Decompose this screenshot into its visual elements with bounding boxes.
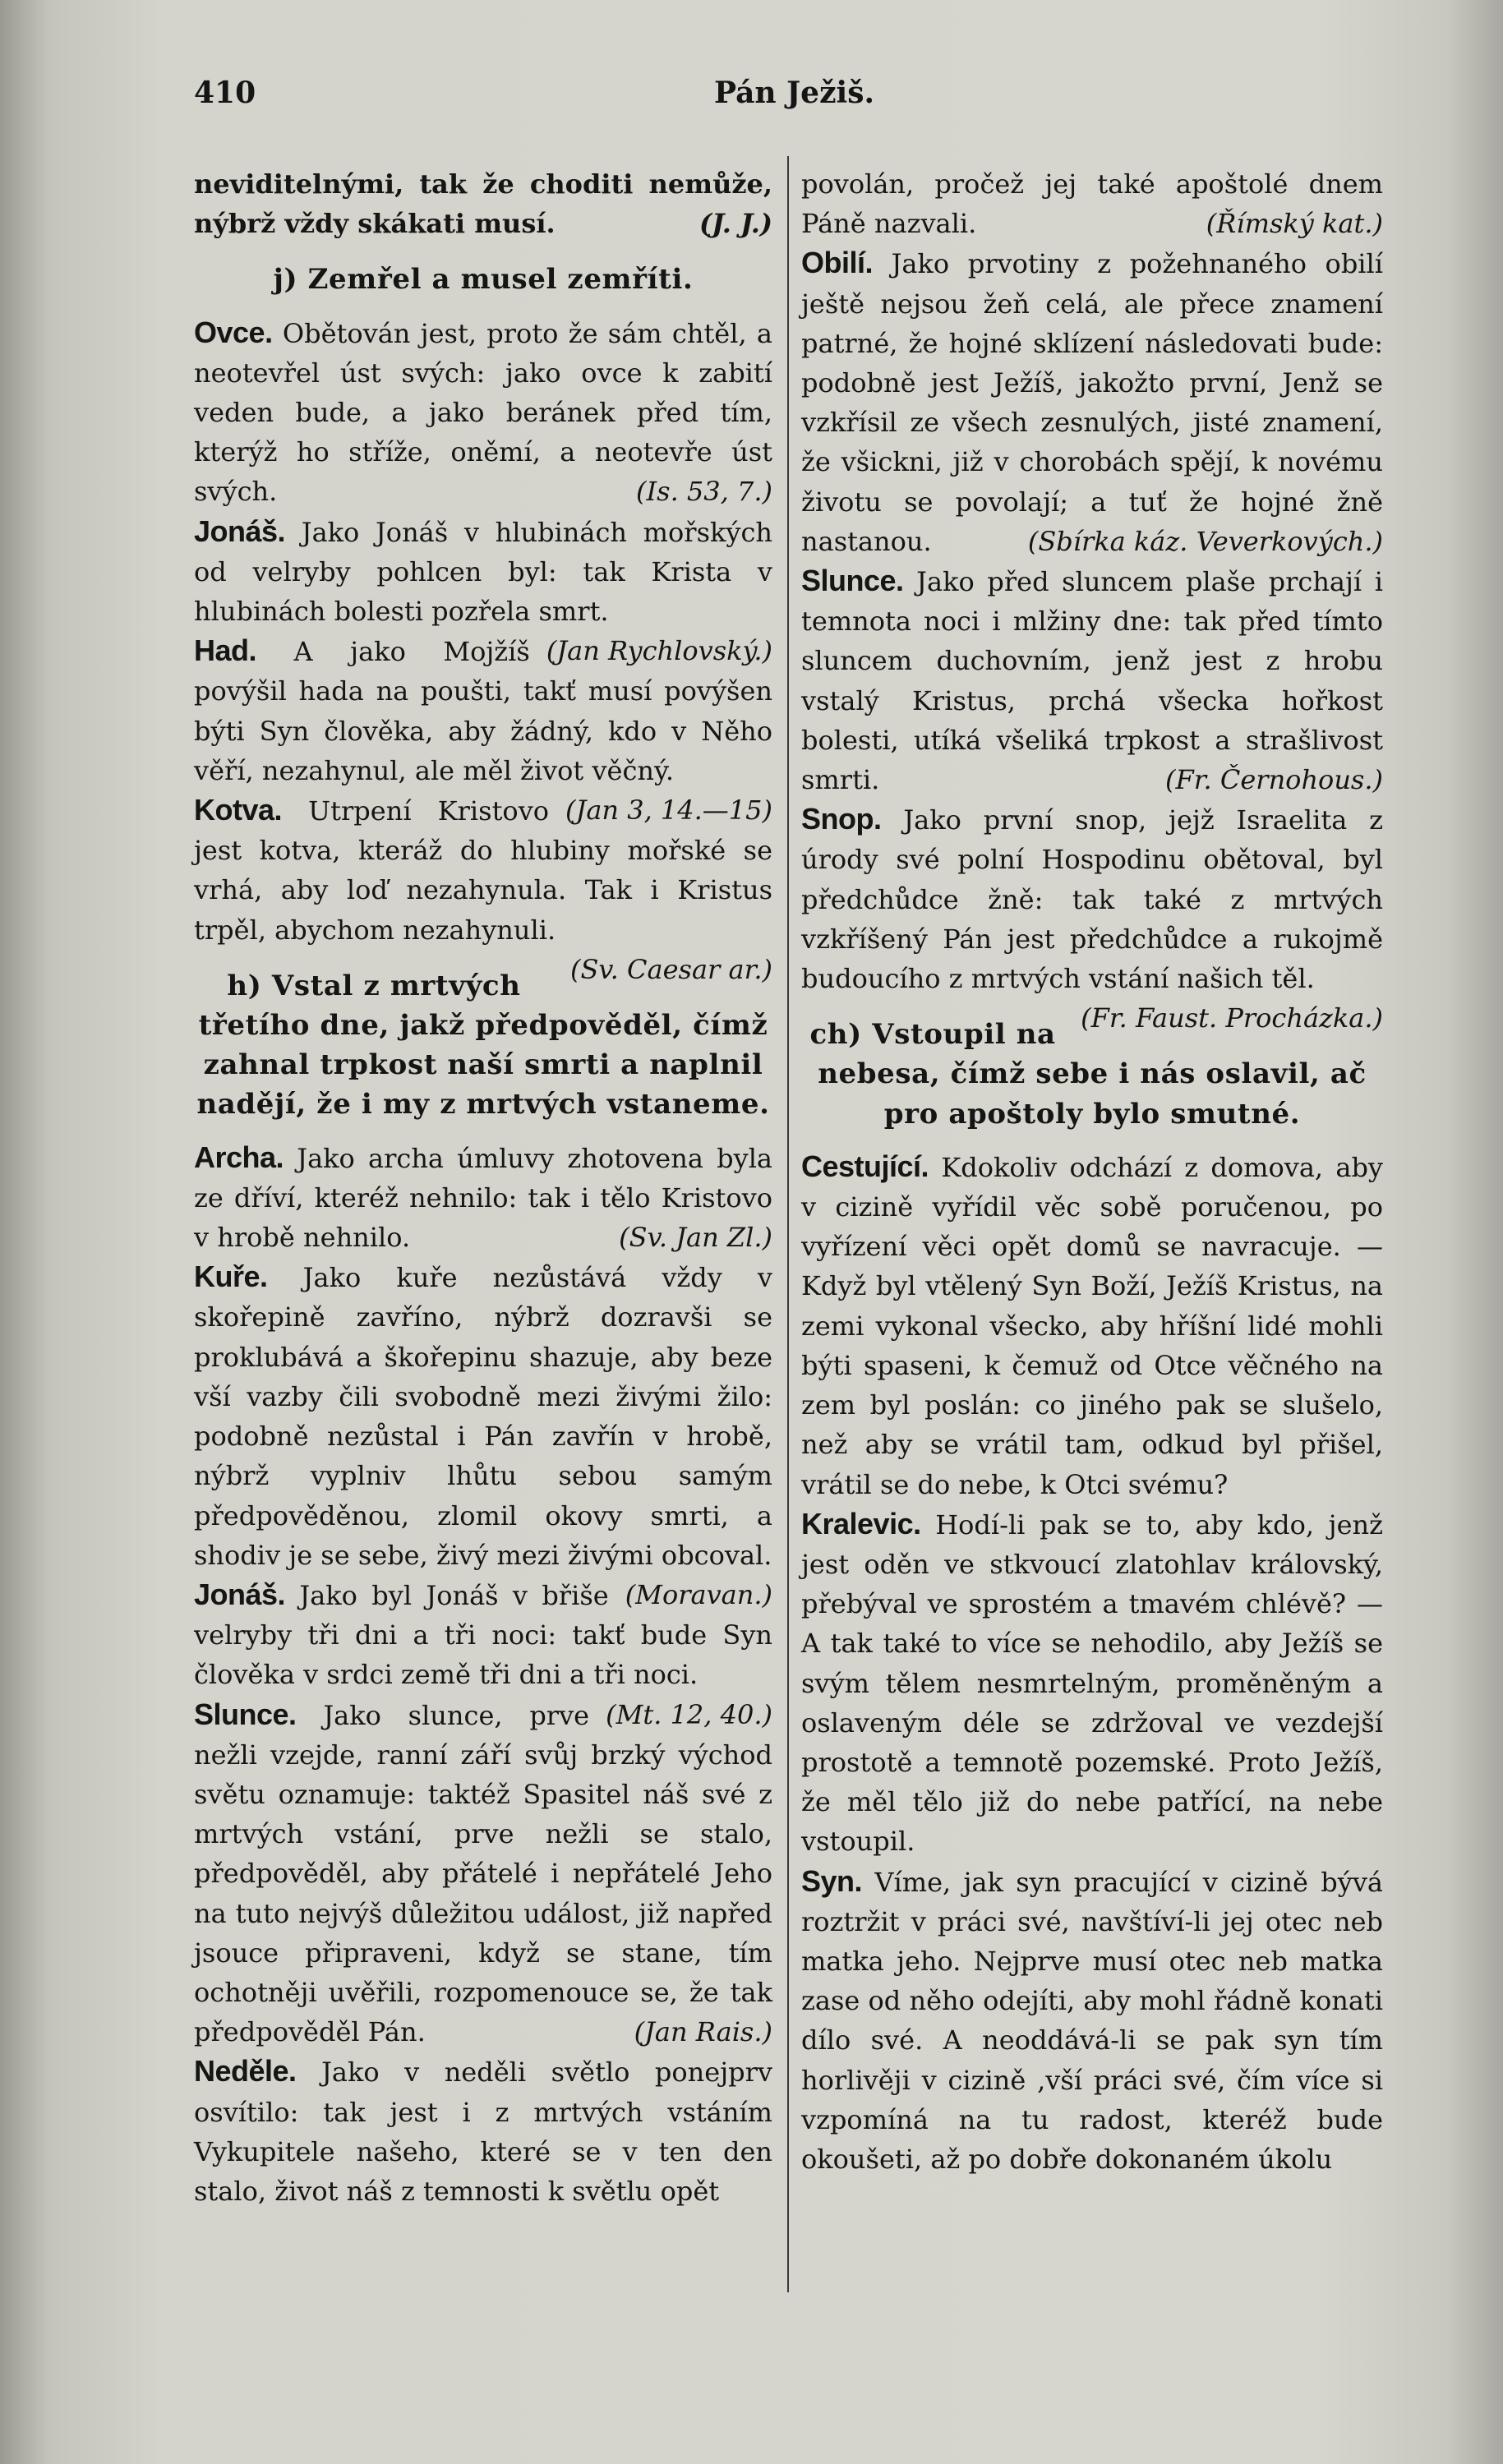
entry-text: Kdokoliv odchází z domova, aby v cizině vyřídil věc sobě poručenou, po vyřízení věci opět domů se navracuje. — Když byl vtělený Syn Boží, Ježíš Kristus, na zemi vykonal všecko, aby hříšní lidé mohli býti spaseni, k čemuž od Otce věčného na zem byl poslán: co jiného pak se slušelo, než aby se vrátil tam, odkud byl přišel, vrátil se do nebe, k Otci svému? (801, 1151, 1384, 1500)
right-column (801, 164, 1383, 2179)
entry-term: Neděle. (194, 2054, 297, 2089)
entry-term: Snop. (801, 802, 882, 836)
entry-source: (J. J.) (698, 208, 772, 240)
entry-text: Jako byl Jonáš v břiše velryby tři dni a tři noci: takť bude Syn člověka v srdci země tři dni a tři noci. (194, 1579, 772, 1691)
entry-source: (Jan Rychlovský.) (546, 635, 772, 667)
entry-text: Hodí-li pak se to, aby kdo, jenž jest oděn ve stkvoucí zlatohlav královský, přebýval ve sprostém a tmavém chlévě? — A tak také to více se nehodilo, aby Ježíš se svým tělem nesmrtelným, proměněným a oslaveným déle se zdržoval ve vezdejší prostotě a temnotě pozemské. Proto Ježíš, že měl tělo již do nebe patřící, na nebe vstoupil. (801, 1508, 1384, 1858)
entry-term: Archa. (194, 1140, 284, 1174)
entry-source: (Sv. Jan Zl.) (619, 1222, 772, 1254)
entry-source: (Sbírka káz. Veverkových.) (1027, 525, 1383, 557)
continuation-text (194, 164, 772, 243)
entry-text: Jako archa úmluvy zhotovena byla ze dříví, kteréž nehnilo: tak i tělo Kristovo v hrobě nehnilo. (194, 1142, 772, 1254)
entry-term: Slunce. (194, 1697, 297, 1731)
entry-term: Kotva. (194, 793, 283, 827)
entry-term: Kralevic. (801, 1506, 921, 1541)
column-divider (787, 156, 789, 2292)
entry-source: (Sv. Caesar ar.) (569, 953, 772, 985)
entry-text: povolán, pročež jej také apoštolé dnem Páně nazvali. (801, 168, 1383, 240)
left-column (194, 164, 772, 2211)
entry-source: (Mt. 12, 40.) (606, 1698, 772, 1730)
entry-text: Jako kuře nezůstává vždy v skořepině zavřínо, nýbrž dozravši se proklubává a škořepinu shazuje, aby beze vší vazby čili svobodně mezi živými žilo: podobně nezůstal i Pán zavřín v hrobě, nýbrž vyplniv lhůtu sebou samým předpověděnou, zlomil okovy smrti, a shodiv je se sebe, živý mezi živými obcoval. (194, 1262, 773, 1571)
entry-text: Jako slunce, prve nežli vzejde, ranní září svůj brzký východ světu oznamuje: taktéž Spasitel náš své z mrtvých vstání, prve nežli se stalo, předpověděl, aby přátelé i nepřátelé Jeho na tuto nejvýš důležitou událost, již napřed jsouce připraveni, když se stane, tím ochotněji uvěřili, rozpomenouce se, že tak předpověděl Pán. (194, 1699, 772, 2048)
entry (194, 1138, 772, 1258)
entry-term: Had. (194, 633, 257, 668)
entry (801, 1147, 1383, 1504)
entry (801, 243, 1383, 561)
entry-text: Utrpení Kristovo jest kotva, kteráž do hlubiny mořské se vrhá, aby loď nezahynula. Tak i Kristus trpěl, abychom nezahynuli. (194, 795, 772, 946)
entry (194, 1695, 772, 2052)
entry-text: A jako Mojžíš povýšil hada na poušti, takť musí povýšen býti Syn člověka, aby žádný, kdo v Něho věří, nezahynul, ale měl život věčný. (194, 636, 772, 786)
entry-term: Jonáš. (194, 514, 286, 548)
entry-term: Obilí. (801, 246, 873, 280)
entry-source: (Fr. Faust. Procházka.) (1081, 1002, 1383, 1034)
entry-source: (Jan Rais.) (634, 2016, 772, 2048)
section-heading: h) Vstal z mrtvých třetího dne, jakž předpověděl, čímž zahnal trpkost naší smrti a naplnil nadějí, že i my z mrtvých vstaneme. (196, 969, 770, 1121)
entry (194, 2052, 772, 2211)
entry-text: Jako Jonáš v hlubinách mořských od velryby pohlcen byl: tak Krista v hlubinách bolesti pozřela smrt. (194, 516, 773, 628)
entry-text: Víme, jak syn pracující v cizině bývá roztržit v práci své, navštíví-li jej otec neb matka jeho. Nejprve musí otec neb matka zase od něho odejíti, aby mohl řádně konati dílo své. A neoddává-li se pak syn tím horlivěji v cizině ,vší práci své, čím více si vzpomíná na tu radost, kteréž bude okoušeti, až po dobře dokonaném úkolu (801, 1866, 1384, 2175)
entry-text: Obětován jest, proto že sám chtěl, a neotevřel úst svých: jako ovce k zabití veden bude, a jako beránek před tím, kterýž ho stříže, oněmí, a neotevře úst svých. (194, 317, 773, 508)
entry-term: Syn. (801, 1863, 863, 1898)
entry-source: (Is. 53, 7.) (636, 476, 772, 508)
entry-text: Jako v neděli světlo ponejprv osvítilo: tak jest i z mrtvých vstáním Vykupitele našeho, které se v ten den stalo, život náš z temnosti k světlu opět (194, 2056, 773, 2207)
entry-text: Jako první snop, jejž Israelita z úrody své polní Hospodinu obětoval, byl předchůdce žně: tak také z mrtvých vzkříšený Pán jest předchůdce a rukojmě budoucího z mrtvých vstání našich těl. (801, 804, 1384, 995)
entry (801, 799, 1384, 1034)
entry-term: Jonáš. (194, 1577, 286, 1611)
entry-term: Kuře. (194, 1260, 268, 1294)
entry-source: (Fr. Černohous.) (1165, 764, 1383, 796)
running-header (194, 76, 1377, 108)
entry-term: Cestující. (801, 1149, 929, 1183)
section-heading: ch) Vstoupil na nebesa, čímž sebe i nás oslavil, ač pro apoštoly bylo smutné. (809, 1018, 1367, 1131)
entry-source: (Jan 3, 14.—15) (565, 794, 772, 827)
entry (801, 561, 1383, 799)
section-heading: j) Zemřel a musel zemříti. (273, 263, 694, 297)
entry-text: Jako prvotiny z požehnaného obilí ještě nejsou žeň celá, ale přece znamení patrné, že hojné sklízení následovati bude: podobně jest Ježíš, jakožto první, Jenž se vzkřísil ze všech zesnulých, jisté znamení, že všickni, již v chorobách spějí, k novému životu se povolají; a tuť že hojné žně nastanou. (801, 248, 1384, 557)
entry-source: (Moravan.) (625, 1578, 772, 1610)
page-number: 410 (194, 76, 256, 110)
entry (801, 1862, 1383, 2180)
entry (801, 1504, 1383, 1862)
entry-term: Slunce. (801, 564, 904, 598)
entry-text: neviditelnými, tak že choditi nemůže, nýbrž vždy skákati musí. (194, 168, 772, 240)
entry-term: Ovce. (194, 315, 273, 349)
entry-text: Jako před sluncem plaše prchají i temnota noci i mlžiny dne: tak před tímto sluncem duchovním, jenž jest z hrobu vstalý Kristus, prchá všecka hořkost bolesti, utíká všeliká trpkost a strašlivost smrti. (801, 566, 1384, 796)
running-title: Pán Ježiš. (714, 76, 874, 110)
entry (194, 313, 772, 512)
entry-source: (Římský kat.) (1206, 208, 1383, 240)
continuation-text (801, 164, 1383, 243)
